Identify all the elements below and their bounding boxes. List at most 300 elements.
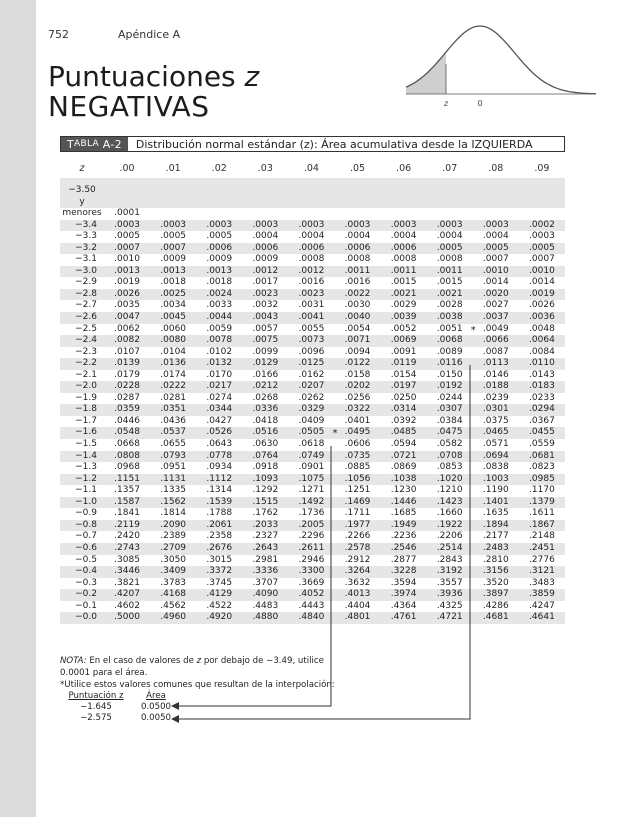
note-text1: En el caso de valores de	[86, 656, 197, 666]
table-cell: .4443	[298, 600, 325, 611]
table-header-row	[60, 158, 565, 178]
table-row-low	[60, 208, 565, 220]
table-cell: .1922	[436, 519, 463, 530]
table-cell: .0019	[114, 277, 140, 288]
table-cell: .0136	[160, 358, 187, 369]
table-cell: .0655	[160, 439, 187, 450]
z-value: −1.5	[75, 439, 97, 450]
table-cell: .4761	[390, 612, 417, 623]
interp-row	[60, 702, 180, 712]
table-cell: .0005	[436, 242, 463, 253]
page-title	[48, 62, 259, 122]
table-cell: .3821	[114, 577, 140, 588]
z-value: −3.1	[75, 254, 97, 265]
table-cell: .0003	[482, 219, 509, 230]
table-cell: .0016	[344, 277, 371, 288]
table-row	[60, 508, 565, 520]
table-cell: .2643	[252, 542, 279, 553]
table-cell: .0885	[344, 462, 371, 473]
table-cell: .1949	[390, 519, 417, 530]
table-cell: .0170	[206, 369, 233, 380]
table-cell: .0051	[436, 323, 463, 334]
table-cell: .1515	[252, 496, 279, 507]
table-row	[60, 289, 565, 301]
table-cell: .3745	[206, 577, 233, 588]
table-cell: .0838	[482, 462, 509, 473]
table-cell: .0548	[114, 427, 140, 438]
table-row	[60, 324, 565, 336]
interp-area: 0.0050	[140, 713, 172, 723]
note-z: z	[196, 656, 202, 666]
table-cell: .2578	[344, 542, 371, 553]
table-cell: .1867	[529, 519, 555, 530]
table-cell: .0030	[344, 300, 371, 311]
table-row	[60, 543, 565, 555]
col-header: .09	[519, 158, 565, 178]
page-number: 752	[48, 28, 69, 41]
z-value: −3.50	[68, 185, 96, 195]
table-cell: .3446	[114, 566, 140, 577]
running-header: Apéndice A	[118, 28, 181, 41]
interp-score: −1.645	[80, 702, 112, 712]
table-label-big: T	[67, 137, 75, 151]
table-cell: .0104	[160, 346, 187, 357]
table-cell: .4801	[344, 612, 371, 623]
table-cell: .0014	[529, 277, 555, 288]
table-cell: .2743	[114, 542, 140, 553]
table-cell: .0013	[114, 265, 140, 276]
table-cell: .2119	[114, 519, 140, 530]
table-cell: .0606	[344, 439, 371, 450]
table-cell: .0036	[529, 312, 555, 323]
z-value: y	[79, 196, 85, 207]
col-header: .03	[242, 158, 288, 178]
table-cell: .4013	[344, 589, 371, 600]
table-cell: .4880	[252, 612, 279, 623]
table-cell: .0188	[482, 381, 509, 392]
table-cell: .3897	[482, 589, 509, 600]
table-cell: .0359	[114, 404, 140, 415]
table-cell: .0630	[252, 439, 279, 450]
z-value: −1.2	[75, 473, 97, 484]
table-cell: .0003	[529, 231, 555, 242]
z-value: −1.4	[75, 450, 97, 461]
table-cell: .0045	[160, 312, 187, 323]
table-cell: .2810	[482, 554, 509, 565]
table-cell: .1335	[160, 485, 187, 496]
table-cell: .2946	[298, 554, 325, 565]
table-cell: .3783	[160, 577, 187, 588]
table-cell: .1635	[482, 508, 509, 519]
table-cell: .0778	[206, 450, 233, 461]
table-cell: .0008	[344, 254, 371, 265]
table-cell: .0068	[436, 335, 463, 346]
table-cell: .0526	[206, 427, 233, 438]
table-cell: .0011	[436, 265, 463, 276]
table-cell: .0143	[529, 369, 555, 380]
table-cell: .0043	[252, 312, 279, 323]
table-cell: .1469	[344, 496, 371, 507]
table-cell: .3336	[252, 566, 279, 577]
table-cell: .4840	[298, 612, 325, 623]
table-cell: .0764	[252, 450, 279, 461]
table-cell: .0708	[436, 450, 463, 461]
page-left-margin-strip	[0, 0, 36, 817]
table-cell: .0287	[114, 392, 140, 403]
table-row	[60, 578, 565, 590]
table-cell: .0166	[252, 369, 279, 380]
table-cell: .2546	[390, 542, 417, 553]
table-cell: .1190	[482, 485, 509, 496]
table-cell: .3372	[206, 566, 233, 577]
table-cell: .2090	[160, 519, 187, 530]
z-table	[60, 158, 565, 624]
table-cell: .0158	[344, 369, 371, 380]
table-cell: .0026	[114, 288, 140, 299]
table-row	[60, 520, 565, 532]
table-cell: .3300	[298, 566, 325, 577]
table-cell: .0446	[114, 415, 140, 426]
table-row	[60, 589, 565, 601]
table-cell: .0011	[344, 265, 371, 276]
table-cell: .0250	[390, 392, 417, 403]
interp-area: 0.0500	[140, 702, 172, 712]
table-cell: .0054	[344, 323, 371, 334]
table-cell: .0212	[252, 381, 279, 392]
table-cell: .0057	[252, 323, 279, 334]
table-row	[60, 416, 565, 428]
table-cell: .0968	[114, 462, 140, 473]
table-cell: .0047	[114, 312, 140, 323]
table-cell: .2296	[298, 531, 325, 542]
table-cell: .0006	[344, 242, 371, 253]
col-header: .07	[427, 158, 473, 178]
table-cell: .0146	[482, 369, 509, 380]
table-cell: .0793	[160, 450, 187, 461]
table-cell: .0024	[206, 288, 233, 299]
z-value: −3.2	[75, 242, 97, 253]
z-value: −0.1	[75, 600, 97, 611]
table-cell: .0217	[206, 381, 233, 392]
table-cell: .0039	[390, 312, 417, 323]
table-cell: .0048	[529, 323, 555, 334]
table-cell: .3707	[252, 577, 279, 588]
table-cell: .0084	[529, 346, 555, 357]
table-cell: .1587	[114, 496, 140, 507]
table-cell: .1230	[390, 485, 417, 496]
table-cell: .0749	[298, 450, 325, 461]
table-row-low	[60, 197, 565, 209]
z-value: −1.6	[75, 427, 97, 438]
table-cell: .0035	[114, 300, 140, 311]
table-cell: .1357	[114, 485, 140, 496]
table-cell: .0087	[482, 346, 509, 357]
table-cell: .0007	[114, 242, 140, 253]
table-cell: .0017	[252, 277, 279, 288]
table-cell: .0668	[114, 439, 140, 450]
table-cell: .3264	[344, 566, 371, 577]
table-cell: .0183	[529, 381, 555, 392]
table-cell: .0006	[390, 242, 417, 253]
table-cell: .1446	[390, 496, 417, 507]
table-cell: .0681	[529, 450, 555, 461]
table-cell: .0028	[436, 300, 463, 311]
table-cell: .0129	[252, 358, 279, 369]
table-cell: .0823	[529, 462, 555, 473]
table-cell: .0418	[252, 415, 279, 426]
table-cell: .0427	[206, 415, 233, 426]
z-value: −0.7	[75, 531, 97, 542]
table-cell: .0059	[206, 323, 233, 334]
table-row	[60, 254, 565, 266]
table-cell: .0003	[114, 219, 140, 230]
table-cell: * .0495	[334, 427, 380, 439]
table-cell: .2206	[436, 531, 463, 542]
table-cell: .0351	[160, 404, 187, 415]
table-cell: .0012	[298, 265, 325, 276]
table-cell: .1271	[298, 485, 325, 496]
table-cell: .5000	[114, 612, 140, 623]
table-cell: .2236	[390, 531, 417, 542]
table-cell: .0125	[298, 358, 325, 369]
table-cell: .0009	[160, 254, 187, 265]
z-value: −1.3	[75, 462, 97, 473]
table-cell: .0594	[390, 439, 417, 450]
table-row	[60, 555, 565, 567]
col-header: .01	[150, 158, 196, 178]
note-line2: 0.0001 para el área.	[60, 668, 148, 678]
curve-z-label: z	[443, 99, 449, 108]
table-cell: .0004	[344, 231, 371, 242]
z-value: −0.0	[75, 612, 97, 623]
table-cell: .0037	[482, 312, 509, 323]
table-cell: .1492	[298, 496, 325, 507]
table-row	[60, 451, 565, 463]
table-cell: .2514	[436, 542, 463, 553]
table-cell: .3520	[482, 577, 509, 588]
table-cell: .4562	[160, 600, 187, 611]
table-cell: .0314	[390, 404, 417, 415]
table-row	[60, 566, 565, 578]
table-cell: .0009	[206, 254, 233, 265]
table-cell: .0023	[298, 288, 325, 299]
table-cell: .0582	[436, 439, 463, 450]
z-value: −0.8	[75, 519, 97, 530]
table-cell: .0016	[298, 277, 325, 288]
z-value: −2.1	[75, 369, 97, 380]
table-cell: .0010	[529, 265, 555, 276]
table-cell: .0268	[252, 392, 279, 403]
table-row	[60, 474, 565, 486]
table-cell: .0021	[390, 288, 417, 299]
table-cell: .2483	[482, 542, 509, 553]
interp-header-score: Puntuación z	[68, 691, 124, 701]
table-cell: .0174	[160, 369, 187, 380]
table-cell: .0207	[298, 381, 325, 392]
table-cell: .2676	[206, 542, 233, 553]
table-row	[60, 220, 565, 232]
table-cell: .0064	[529, 335, 555, 346]
table-number-label	[61, 137, 128, 151]
interp-score: −2.575	[80, 713, 112, 723]
table-cell: .0022	[344, 288, 371, 299]
table-cell: .4129	[206, 589, 233, 600]
table-cell: .0020	[482, 288, 509, 299]
z-value: −1.1	[75, 485, 97, 496]
table-cell: .0004	[252, 231, 279, 242]
table-cell: .2005	[298, 519, 325, 530]
table-cell: .3557	[436, 577, 463, 588]
table-row	[60, 300, 565, 312]
table-cell: .4052	[298, 589, 325, 600]
table-cell: .2177	[482, 531, 509, 542]
table-cell: * .0049	[473, 324, 519, 336]
table-cell: .1075	[298, 473, 325, 484]
table-cell: .2912	[344, 554, 371, 565]
z-value: −2.2	[75, 358, 97, 369]
table-cell: .0005	[206, 231, 233, 242]
table-cell: .2148	[529, 531, 555, 542]
table-cell: .0013	[160, 265, 187, 276]
table-cell: .0409	[298, 415, 325, 426]
table-cell: .0009	[252, 254, 279, 265]
col-header: z	[60, 158, 104, 178]
table-cell: .0071	[344, 335, 371, 346]
table-cell: .0018	[206, 277, 233, 288]
table-cell: .0096	[298, 346, 325, 357]
normal-curve-illustration	[400, 12, 600, 122]
table-cell: .0029	[390, 300, 417, 311]
table-cell: .2611	[298, 542, 325, 553]
table-cell: .0080	[160, 335, 187, 346]
table-cell: .4247	[529, 600, 555, 611]
title-z: z	[244, 60, 260, 93]
table-cell: .0694	[482, 450, 509, 461]
table-cell: .0162	[298, 369, 325, 380]
table-cell: .0023	[252, 288, 279, 299]
table-cell: .4522	[206, 600, 233, 611]
table-row	[60, 347, 565, 359]
interpolation-table	[60, 691, 180, 723]
table-row	[60, 393, 565, 405]
table-cell: .0122	[344, 358, 371, 369]
table-cell: .0008	[436, 254, 463, 265]
table-cell: .0004	[298, 231, 325, 242]
table-cell: .1056	[344, 473, 371, 484]
table-cell: .0010	[482, 265, 509, 276]
table-cell: .0475	[436, 427, 463, 438]
table-cell: .0918	[252, 462, 279, 473]
interp-row	[60, 713, 180, 723]
table-cell: .0078	[206, 335, 233, 346]
table-spacer-row	[60, 178, 565, 185]
table-row	[60, 531, 565, 543]
table-cell: .0571	[482, 439, 509, 450]
table-cell: .0032	[252, 300, 279, 311]
table-cell: .0089	[436, 346, 463, 357]
table-cell: .2776	[529, 554, 555, 565]
table-row	[60, 497, 565, 509]
table-cell: .0179	[114, 369, 140, 380]
table-cell: .0375	[482, 415, 509, 426]
note-label: NOTA:	[60, 656, 87, 666]
table-cell: .0005	[482, 242, 509, 253]
table-cell: .1131	[160, 473, 187, 484]
table-cell: .3594	[390, 577, 417, 588]
table-cell: .0003	[298, 219, 325, 230]
table-cell: .4920	[206, 612, 233, 623]
table-cell: .0005	[114, 231, 140, 242]
table-row	[60, 358, 565, 370]
table-cell: .1788	[206, 508, 233, 519]
table-cell: .2033	[252, 519, 279, 530]
table-cell: .0066	[482, 335, 509, 346]
table-cell: .0052	[390, 323, 417, 334]
table-cell: .0307	[436, 404, 463, 415]
table-cell: .0537	[160, 427, 187, 438]
title-line2: NEGATIVAS	[48, 90, 210, 123]
table-row	[60, 231, 565, 243]
table-cell: .4325	[436, 600, 463, 611]
table-row	[60, 485, 565, 497]
z-value: −3.4	[75, 219, 97, 230]
table-cell: .0012	[252, 265, 279, 276]
table-cell: .2709	[160, 542, 187, 553]
table-cell: .0853	[436, 462, 463, 473]
table-cell: .0721	[390, 450, 417, 461]
table-cell: .0003	[390, 219, 417, 230]
table-cell: .0006	[298, 242, 325, 253]
table-cell: .0038	[436, 312, 463, 323]
table-cell: .0110	[529, 358, 555, 369]
table-cell: .1841	[114, 508, 140, 519]
table-cell: .0003	[160, 219, 187, 230]
table-cell: .0033	[206, 300, 233, 311]
table-cell: .4721	[436, 612, 463, 623]
table-cell: .0094	[344, 346, 371, 357]
table-cell: .0222	[160, 381, 187, 392]
table-cell: .3859	[529, 589, 555, 600]
table-cell: .0055	[298, 323, 325, 334]
table-cell: .1894	[482, 519, 509, 530]
table-cell: .3085	[114, 554, 140, 565]
table-cell: .0003	[252, 219, 279, 230]
table-row	[60, 462, 565, 474]
table-cell: .0869	[390, 462, 417, 473]
table-cell: .0951	[160, 462, 187, 473]
table-cell: .0113	[482, 358, 509, 369]
table-cell: .3156	[482, 566, 509, 577]
table-cell: .0455	[529, 427, 555, 438]
table-cell: .3228	[390, 566, 417, 577]
note-star-line: *Utilice estos valores comunes que resultan de la interpolación:	[60, 680, 335, 690]
z-value: −1.7	[75, 415, 97, 426]
table-row	[60, 370, 565, 382]
note-text2: por debajo de −3.49, utilice	[201, 656, 324, 666]
table-cell: .0026	[529, 300, 555, 311]
table-cell: .0244	[436, 392, 463, 403]
table-row	[60, 612, 565, 624]
table-cell: .0099	[252, 346, 279, 357]
table-cell: .0401	[344, 415, 371, 426]
table-row	[60, 266, 565, 278]
table-cell: .1611	[529, 508, 555, 519]
table-cell: .1977	[344, 519, 371, 530]
table-cell: .0132	[206, 358, 233, 369]
table-caption-text: Distribución normal estándar (z): Área acumulativa desde la IZQUIERDA	[135, 137, 533, 151]
table-cell: .0233	[529, 392, 555, 403]
table-cell: .0041	[298, 312, 325, 323]
